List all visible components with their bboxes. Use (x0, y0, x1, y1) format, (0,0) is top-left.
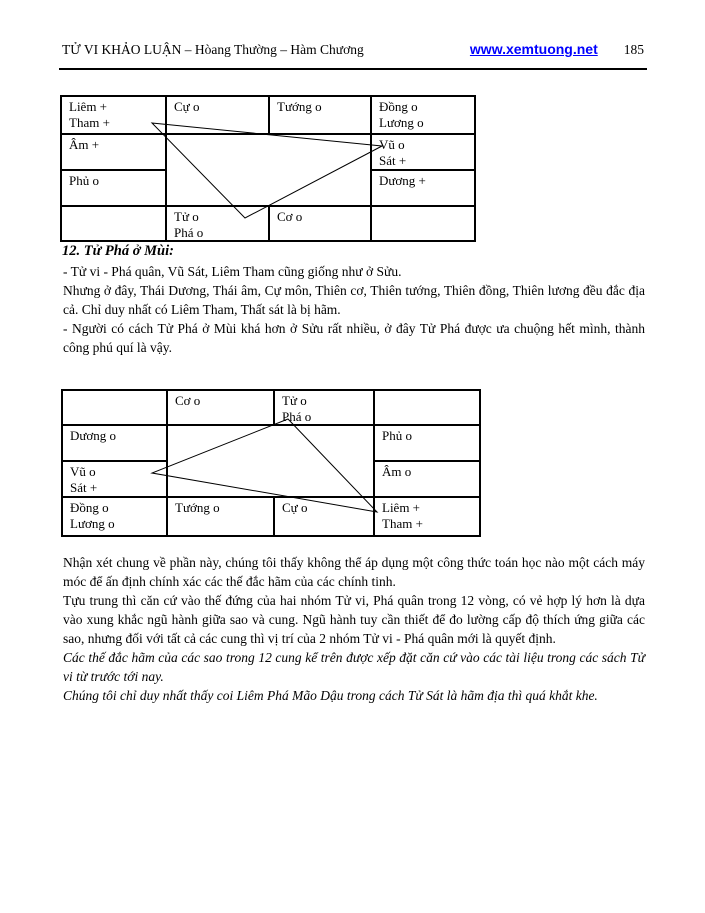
page-header (62, 41, 644, 58)
paragraph: Nhận xét chung về phần này, chúng tôi thấy không thể áp dụng một công thức toán học nào một cách máy móc để ấn định chính xác các thế đắc hãm của các chính tinh. (63, 555, 645, 589)
chart-cell: Tử o Phá o (167, 207, 270, 240)
page-number: 185 (623, 42, 644, 57)
chart-cell-empty (375, 391, 479, 426)
chart-cell: Phủ o (62, 171, 167, 207)
chart-cell: Đồng o Lương o (63, 498, 168, 535)
chart-cell: Tử o Phá o (275, 391, 375, 426)
paragraph: - Người có cách Tử Phá ở Mùi khá hơn ở Sửu rất nhiều, ở đây Tử Phá được ưa chuộng hết mình, thành công phú quí là vậy. (63, 321, 645, 355)
chart-cell: Dương o (63, 426, 168, 462)
paragraph-italic: Chúng tôi chỉ duy nhất thấy coi Liêm Phá Mão Dậu trong cách Tử Sát là hãm địa thì quá khắt khe. (63, 688, 598, 703)
chart-cell-empty (62, 207, 167, 240)
chart-cell: Tướng o (168, 498, 275, 535)
chart-cell: Liêm + Tham + (62, 97, 167, 135)
paragraph-italic: Các thế đắc hãm của các sao trong 12 cung kể trên được xếp đặt căn cứ vào các tài liệu trong các sách Tử vi từ trước tới nay. (63, 650, 645, 684)
closing-text (63, 553, 645, 705)
chart-cell-empty (63, 391, 168, 426)
chart-cell: Cơ o (168, 391, 275, 426)
section-heading: 12. Tử Phá ở Mùi: (62, 243, 174, 259)
section-text (63, 262, 645, 357)
chart-cell: Cự o (275, 498, 375, 535)
astrology-chart-2 (61, 389, 481, 537)
chart-cell: Âm + (62, 135, 167, 171)
chart-cell: Đồng o Lương o (372, 97, 474, 135)
astrology-chart-1 (60, 95, 476, 242)
chart-cell: Dương + (372, 171, 474, 207)
header-divider (59, 68, 647, 70)
chart-cell: Cơ o (270, 207, 372, 240)
chart-cell: Âm o (375, 462, 479, 498)
paragraph: Nhưng ở đây, Thái Dương, Thái âm, Cự môn, Thiên cơ, Thiên tướng, Thiên đồng, Thiên lương đều đắc địa cả. Chỉ duy nhất có Liêm Tham, Thất sát là bị hãm. (63, 283, 645, 317)
website-link[interactable]: www.xemtuong.net (469, 41, 598, 57)
chart-cell: Vũ o Sát + (63, 462, 168, 498)
paragraph: Tựu trung thì căn cứ vào thế đứng của hai nhóm Tử vi, Phá quân trong 12 vòng, có vẻ hợp lý hơn là dựa vào xung khắc ngũ hành giữa sao và cung. Ngũ hành tuy cần thiết để đo lường cấp độ thích ứng giữa các sao, nhưng đối với tất cả các cung thì vị trí của 2 nhóm Tử vi - Phá quân mới là quyết định. (63, 593, 645, 646)
chart-cell-center (167, 135, 372, 207)
chart-cell: Vũ o Sát + (372, 135, 474, 171)
chart-cell: Phủ o (375, 426, 479, 462)
chart-cell: Cự o (167, 97, 270, 135)
chart-cell: Liêm + Tham + (382, 500, 423, 531)
paragraph: - Tử vi - Phá quân, Vũ Sát, Liêm Tham cũng giống như ở Sửu. (63, 264, 402, 279)
chart-cell: Tướng o (270, 97, 372, 135)
chart-cell-empty (372, 207, 474, 240)
chart-cell-center (168, 426, 375, 498)
book-title: TỬ VI KHẢO LUẬN – Hòang Thường – Hàm Chương (62, 42, 364, 57)
